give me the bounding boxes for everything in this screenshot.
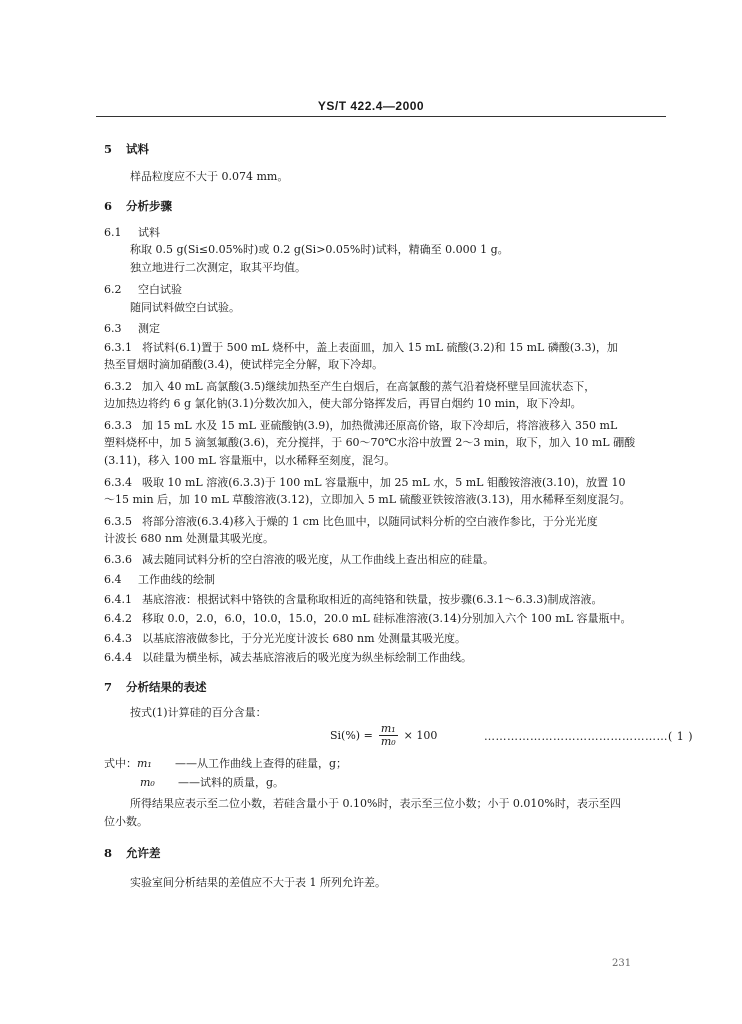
clause-6-1-line: 独立地进行二次测定，取其平均值。 (130, 261, 306, 274)
result-note: 所得结果应表示至二位小数，若硅含量小于 0.10%时，表示至三位小数；小于 0.010%时，表示至四 (130, 797, 621, 810)
clause-6-2-heading: 6.2 空白试验 (104, 283, 182, 296)
clause-6-3-6: 6.3.6 减去随同试料分析的空白溶液的吸光度，从工作曲线上查出相应的硅量。 (104, 553, 494, 566)
standard-header: YS/T 422.4—2000 (317, 99, 425, 113)
section-7-heading: 7 分析结果的表述 (104, 680, 207, 694)
header-rule (96, 116, 666, 117)
section-5-body: 样品粒度应不大于 0.074 mm。 (130, 170, 289, 183)
formula-where-2: m₀ ——试料的质量，g。 (140, 776, 285, 789)
section-8-body: 实验室间分析结果的差值应不大于表 1 所列允许差。 (130, 876, 386, 889)
silicon-formula (330, 723, 437, 748)
equation-number: …………………………………………( 1 ) (484, 730, 694, 743)
clause-6-3-1-cont: 热至冒烟时滴加硝酸(3.4)，使试样完全分解，取下冷却。 (104, 358, 384, 371)
clause-6-1-line: 称取 0.5 g(Si≤0.05%时)或 0.2 g(Si>0.05%时)试料，精确至 0.000 1 g。 (130, 243, 509, 256)
clause-6-4-4: 6.4.4 以硅量为横坐标，减去基底溶液后的吸光度为纵坐标绘制工作曲线。 (104, 651, 472, 664)
clause-6-3-3-cont: 塑料烧杯中，加 5 滴氢氟酸(3.6)，充分搅拌，于 60～70℃水浴中放置 2～3 min，取下，加入 10 mL 硼酸 (104, 436, 636, 449)
formula-fraction (379, 723, 398, 748)
clause-6-3-2: 6.3.2 加入 40 mL 高氯酸(3.5)继续加热至产生白烟后，在高氯酸的蒸气沿着烧杯壁呈回流状态下， (104, 380, 596, 393)
clause-6-4-3: 6.4.3 以基底溶液做参比，于分光光度计波长 680 nm 处测量其吸光度。 (104, 632, 466, 645)
clause-6-3-1: 6.3.1 将试料(6.1)置于 500 mL 烧杯中，盖上表面皿，加入 15 mL 硫酸(3.2)和 15 mL 磷酸(3.3)，加 (104, 341, 618, 354)
clause-6-4-2: 6.4.2 移取 0.0，2.0，6.0，10.0，15.0，20.0 mL 硅标准溶液(3.14)分别加入六个 100 mL 容量瓶中。 (104, 612, 632, 625)
section-5-heading: 5 试料 (104, 142, 149, 156)
formula-where-1: 式中：m₁ ——从工作曲线上查得的硅量，g； (104, 757, 348, 770)
formula-rhs: × 100 (403, 729, 438, 742)
clause-6-2-line: 随同试料做空白试验。 (130, 301, 240, 314)
section-6-heading: 6 分析步骤 (104, 199, 172, 213)
clause-6-1-heading: 6.1 试料 (104, 226, 160, 239)
formula-denominator: m₀ (380, 735, 396, 748)
clause-6-3-2-cont: 边加热边将约 6 g 氯化钠(3.1)分数次加入，使大部分铬挥发后，再冒白烟约 10 min，取下冷却。 (104, 397, 582, 410)
section-8-heading: 8 允许差 (104, 846, 161, 860)
clause-6-3-5-cont: 计波长 680 nm 处测量其吸光度。 (104, 532, 274, 545)
clause-6-4-heading: 6.4 工作曲线的绘制 (104, 573, 215, 586)
clause-6-3-5: 6.3.5 将部分溶液(6.3.4)移入于燥的 1 cm 比色皿中，以随同试料分析的空白液作参比，于分光光度 (104, 515, 598, 528)
clause-6-3-3-cont: (3.11)，移入 100 mL 容量瓶中，以水稀释至刻度，混匀。 (104, 454, 396, 467)
clause-6-3-4: 6.3.4 吸取 10 mL 溶液(6.3.3)于 100 mL 容量瓶中，加 25 mL 水，5 mL 钼酸铵溶液(3.10)，放置 10 (104, 476, 626, 489)
page-number: 231 (612, 958, 632, 969)
clause-6-3-heading: 6.3 测定 (104, 322, 160, 335)
formula-lhs: Si(%) = (330, 729, 373, 742)
formula-numerator: m₁ (380, 722, 396, 735)
clause-6-4-1: 6.4.1 基底溶液：根据试料中铬铁的含量称取相近的高纯铬和铁量，按步骤(6.3.1～6.3.3)制成溶液。 (104, 593, 603, 606)
section-7-intro: 按式(1)计算硅的百分含量： (130, 706, 267, 719)
clause-6-3-4-cont: ～15 min 后，加 10 mL 草酸溶液(3.12)，立即加入 5 mL 硫酸亚铁铵溶液(3.13)，用水稀释至刻度混匀。 (104, 493, 631, 506)
result-note-cont: 位小数。 (104, 815, 148, 828)
clause-6-3-3: 6.3.3 加 15 mL 水及 15 mL 亚硫酸钠(3.9)，加热微沸还原高价铬，取下冷却后，将溶液移入 350 mL (104, 419, 618, 432)
